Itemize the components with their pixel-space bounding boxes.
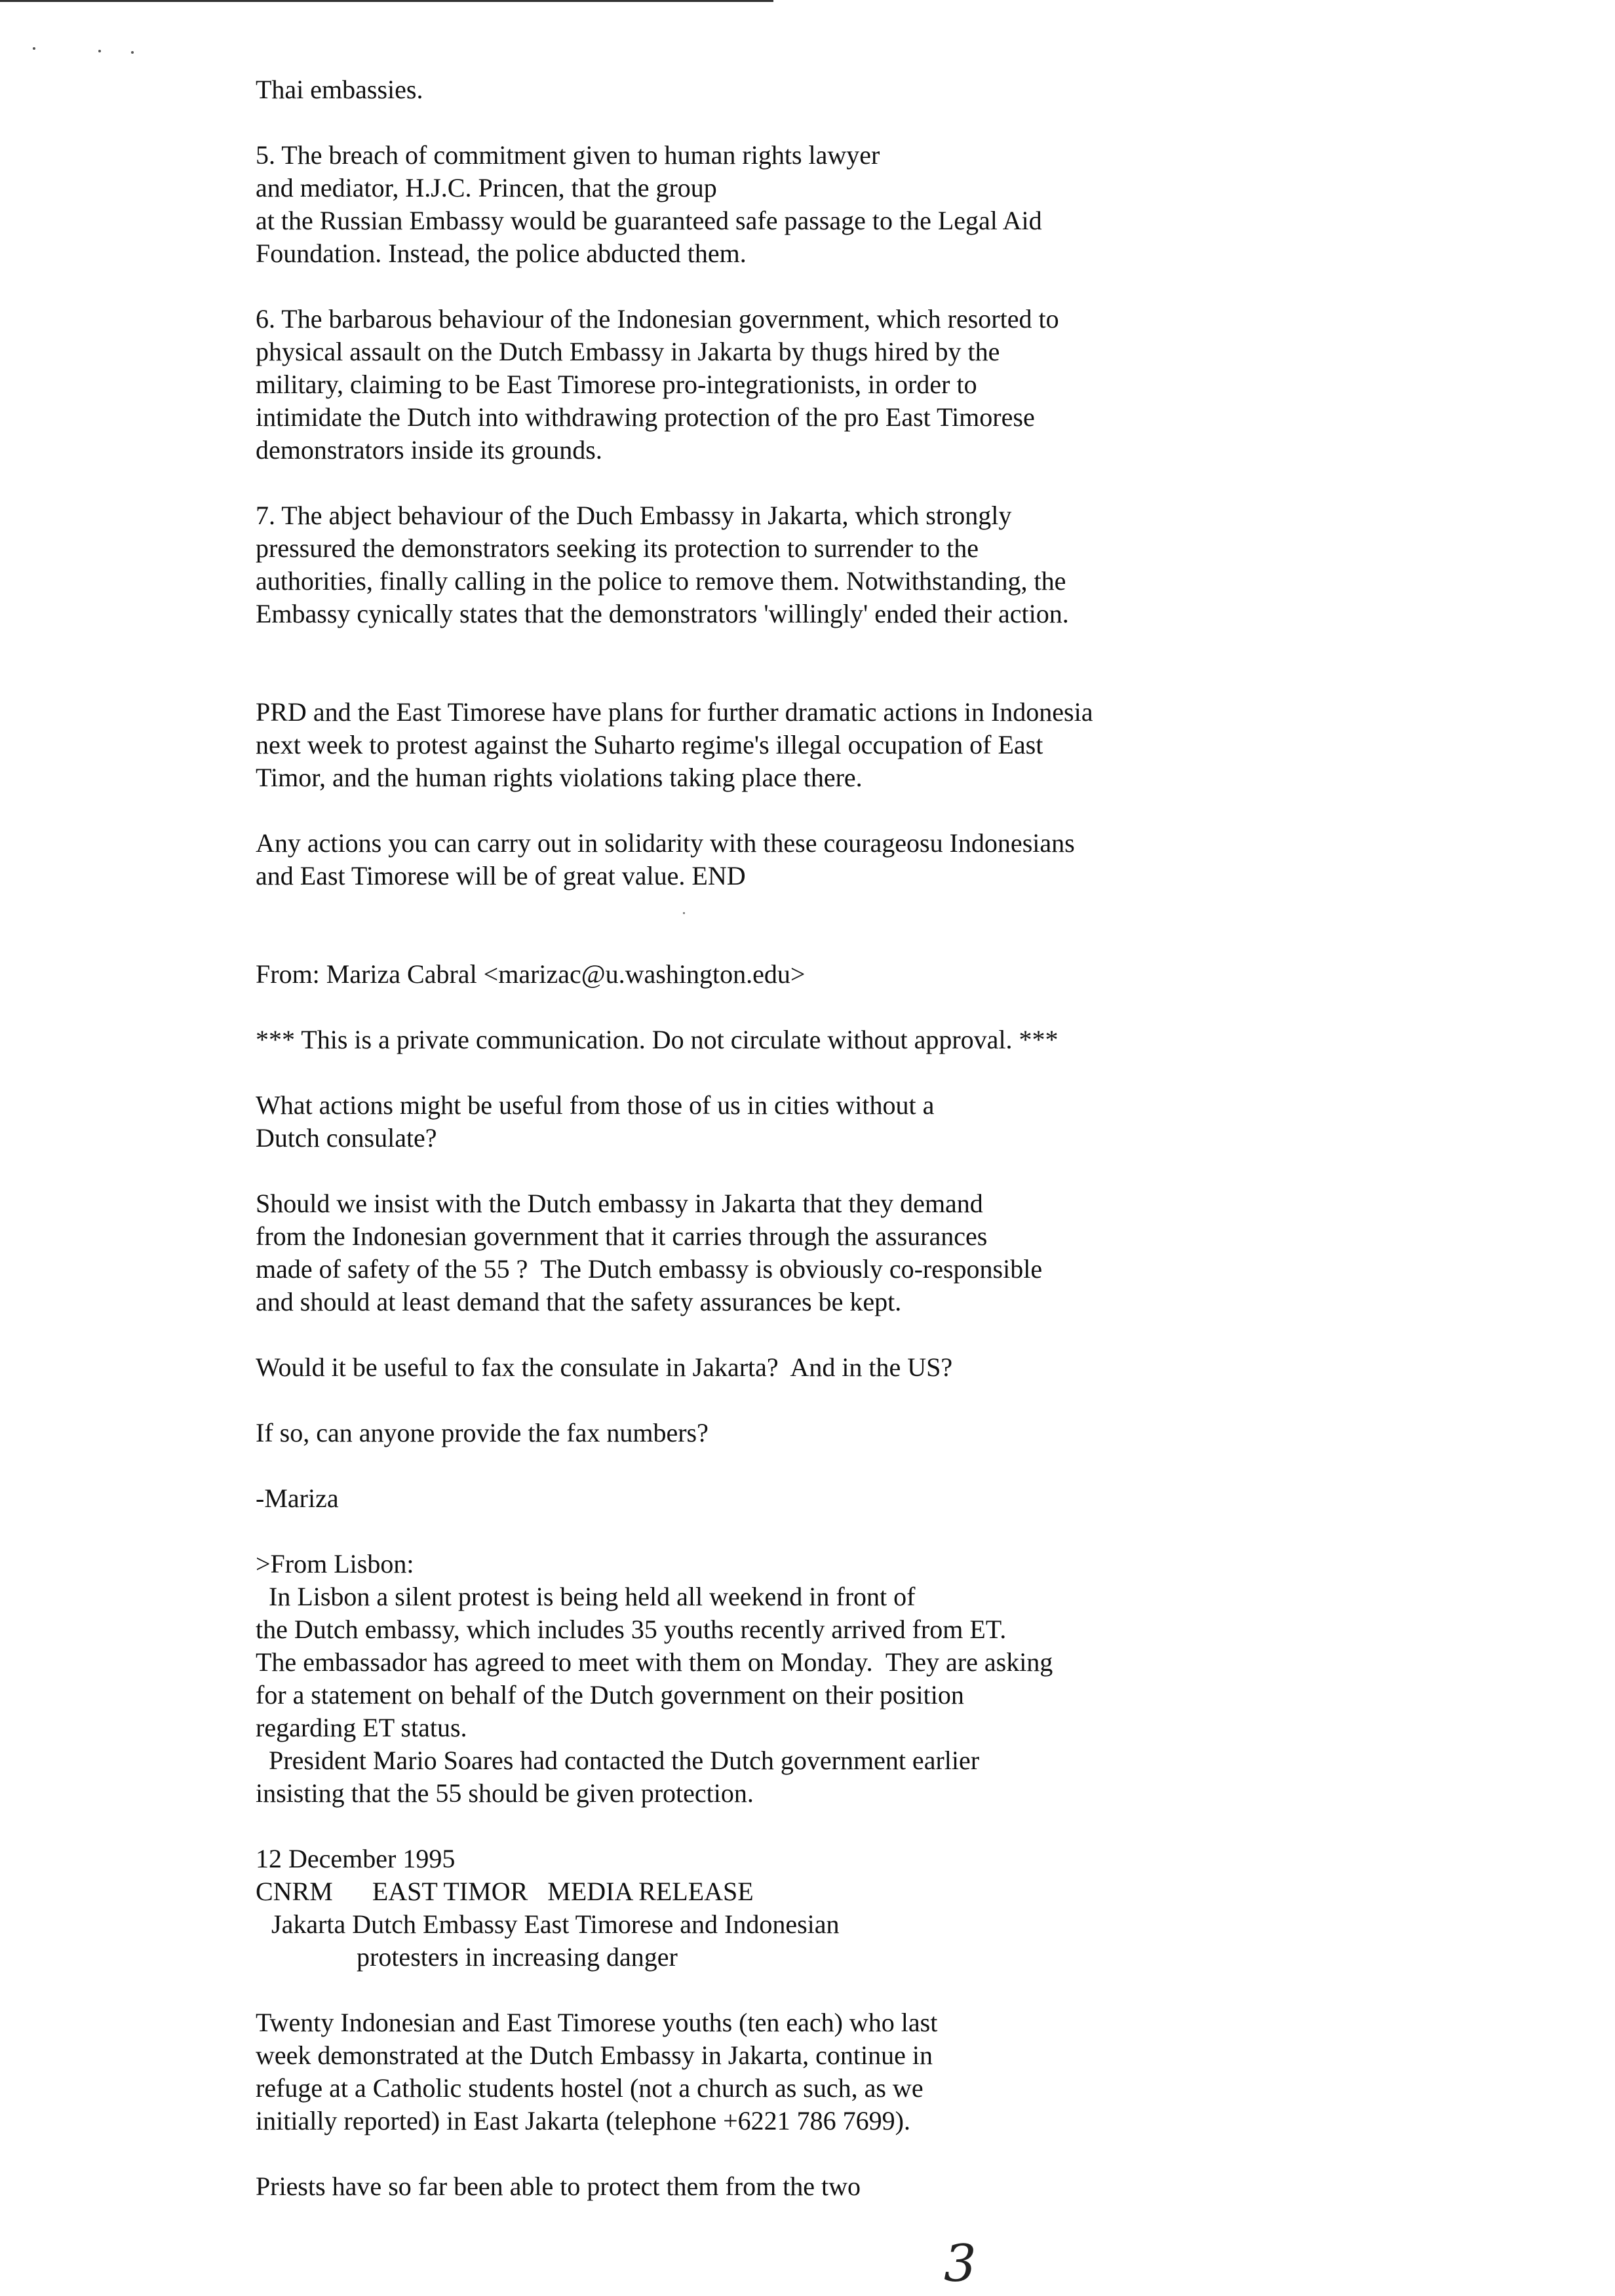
text-line: insisting that the 55 should be given protection. [256, 1778, 754, 1808]
text-line: Timor, and the human rights violations taking place there. [256, 763, 863, 792]
text-line: the Dutch embassy, which includes 35 youths recently arrived from ET. [256, 1615, 1007, 1644]
text-line: week demonstrated at the Dutch Embassy in Jakarta, continue in [256, 2040, 933, 2070]
text-line: -Mariza [256, 1483, 339, 1513]
text-line: at the Russian Embassy would be guaranteed safe passage to the Legal Aid [256, 206, 1042, 235]
text-line: from the Indonesian government that it carries through the assurances [256, 1221, 988, 1251]
text-line: The embassador has agreed to meet with them on Monday. They are asking [256, 1647, 1053, 1677]
document-body [256, 73, 1553, 2236]
text-line: President Mario Soares had contacted the Dutch government earlier [256, 1746, 980, 1775]
email-from-line [256, 958, 1553, 991]
signature [256, 1482, 1553, 1515]
release-body-paragraph [256, 2006, 1553, 2137]
text-line: intimidate the Dutch into withdrawing protection of the pro East Timorese [256, 402, 1035, 432]
text-line: authorities, finally calling in the police to remove them. Notwithstanding, the [256, 566, 1066, 596]
item-6-paragraph [256, 303, 1553, 467]
text-line: Twenty Indonesian and East Timorese youths (ten each) who last [256, 2008, 938, 2037]
text-line: military, claiming to be East Timorese pro-integrationists, in order to [256, 370, 977, 399]
text-line: made of safety of the 55 ? The Dutch embassy is obviously co-responsible [256, 1254, 1043, 1284]
text-line: and mediator, H.J.C. Princen, that the group [256, 173, 717, 202]
priests-paragraph [256, 2170, 1553, 2203]
text-line: PRD and the East Timorese have plans for further dramatic actions in Indonesia [256, 697, 1093, 727]
text-line: regarding ET status. [256, 1713, 467, 1742]
text-line: Would it be useful to fax the consulate in Jakarta? And in the US? [256, 1352, 953, 1382]
scan-edge-line [0, 0, 773, 2]
item-7-paragraph [256, 499, 1553, 630]
text-line: Foundation. Instead, the police abducted them. [256, 239, 747, 268]
question-paragraph [256, 1187, 1553, 1318]
text-line: demonstrators inside its grounds. [256, 435, 602, 465]
text-line: Any actions you can carry out in solidarity with these courageosu Indonesians [256, 828, 1075, 858]
media-release-header [256, 1843, 1553, 1974]
text-line: 7. The abject behaviour of the Duch Embassy in Jakarta, which strongly [256, 501, 1012, 530]
text-line: Embassy cynically states that the demonstrators 'willingly' ended their action. [256, 599, 1069, 628]
item-5-paragraph [256, 139, 1553, 270]
text-line: From: Mariza Cabral <marizac@u.washington.edu> [256, 959, 806, 989]
text-line: *** This is a private communication. Do not circulate without approval. *** [256, 1025, 1059, 1054]
text-line: for a statement on behalf of the Dutch government on their position [256, 1680, 964, 1710]
text-line: initially reported) in East Jakarta (telephone +6221 786 7699). [256, 2106, 910, 2135]
text-line: physical assault on the Dutch Embassy in Jakarta by thugs hired by the [256, 337, 1000, 366]
text-line: 5. The breach of commitment given to human rights lawyer [256, 140, 880, 170]
question-paragraph [256, 1417, 1553, 1449]
release-date: 12 December 1995 [256, 1844, 456, 1873]
release-header: CNRM EAST TIMOR MEDIA RELEASE [256, 1877, 754, 1906]
solidarity-paragraph [256, 827, 1553, 892]
prd-plans-paragraph [256, 696, 1553, 794]
text-line: What actions might be useful from those of us in cities without a [256, 1090, 935, 1120]
question-paragraph [256, 1351, 1553, 1384]
text-line: >From Lisbon: [256, 1549, 414, 1578]
text-line: and East Timorese will be of great value. END [256, 861, 746, 890]
text-line: In Lisbon a silent protest is being held all weekend in front of [256, 1582, 916, 1611]
text-line: refuge at a Catholic students hostel (not a church as such, as we [256, 2073, 924, 2103]
opening-fragment [256, 73, 1553, 106]
private-notice [256, 1024, 1553, 1056]
release-title: Jakarta Dutch Embassy East Timorese and Indonesian [271, 1909, 840, 1939]
lisbon-paragraph [256, 1548, 1553, 1810]
scan-specks [33, 45, 144, 58]
text-line: Dutch consulate? [256, 1123, 437, 1153]
text-line: If so, can anyone provide the fax numbers? [256, 1418, 709, 1447]
text-line: and should at least demand that the safety assurances be kept. [256, 1287, 902, 1316]
text-line: pressured the demonstrators seeking its protection to surrender to the [256, 533, 979, 563]
text-line: 6. The barbarous behaviour of the Indonesian government, which resorted to [256, 304, 1059, 334]
text-line: next week to protest against the Suharto regime's illegal occupation of East [256, 730, 1043, 759]
text-line: Priests have so far been able to protect them from the two [256, 2172, 861, 2201]
text-line: Should we insist with the Dutch embassy in Jakarta that they demand [256, 1189, 983, 1218]
text-line: Thai embassies. [256, 75, 423, 104]
question-paragraph [256, 1089, 1553, 1155]
page-number: 3 [944, 2234, 977, 2293]
release-title: protesters in increasing danger [357, 1942, 678, 1972]
